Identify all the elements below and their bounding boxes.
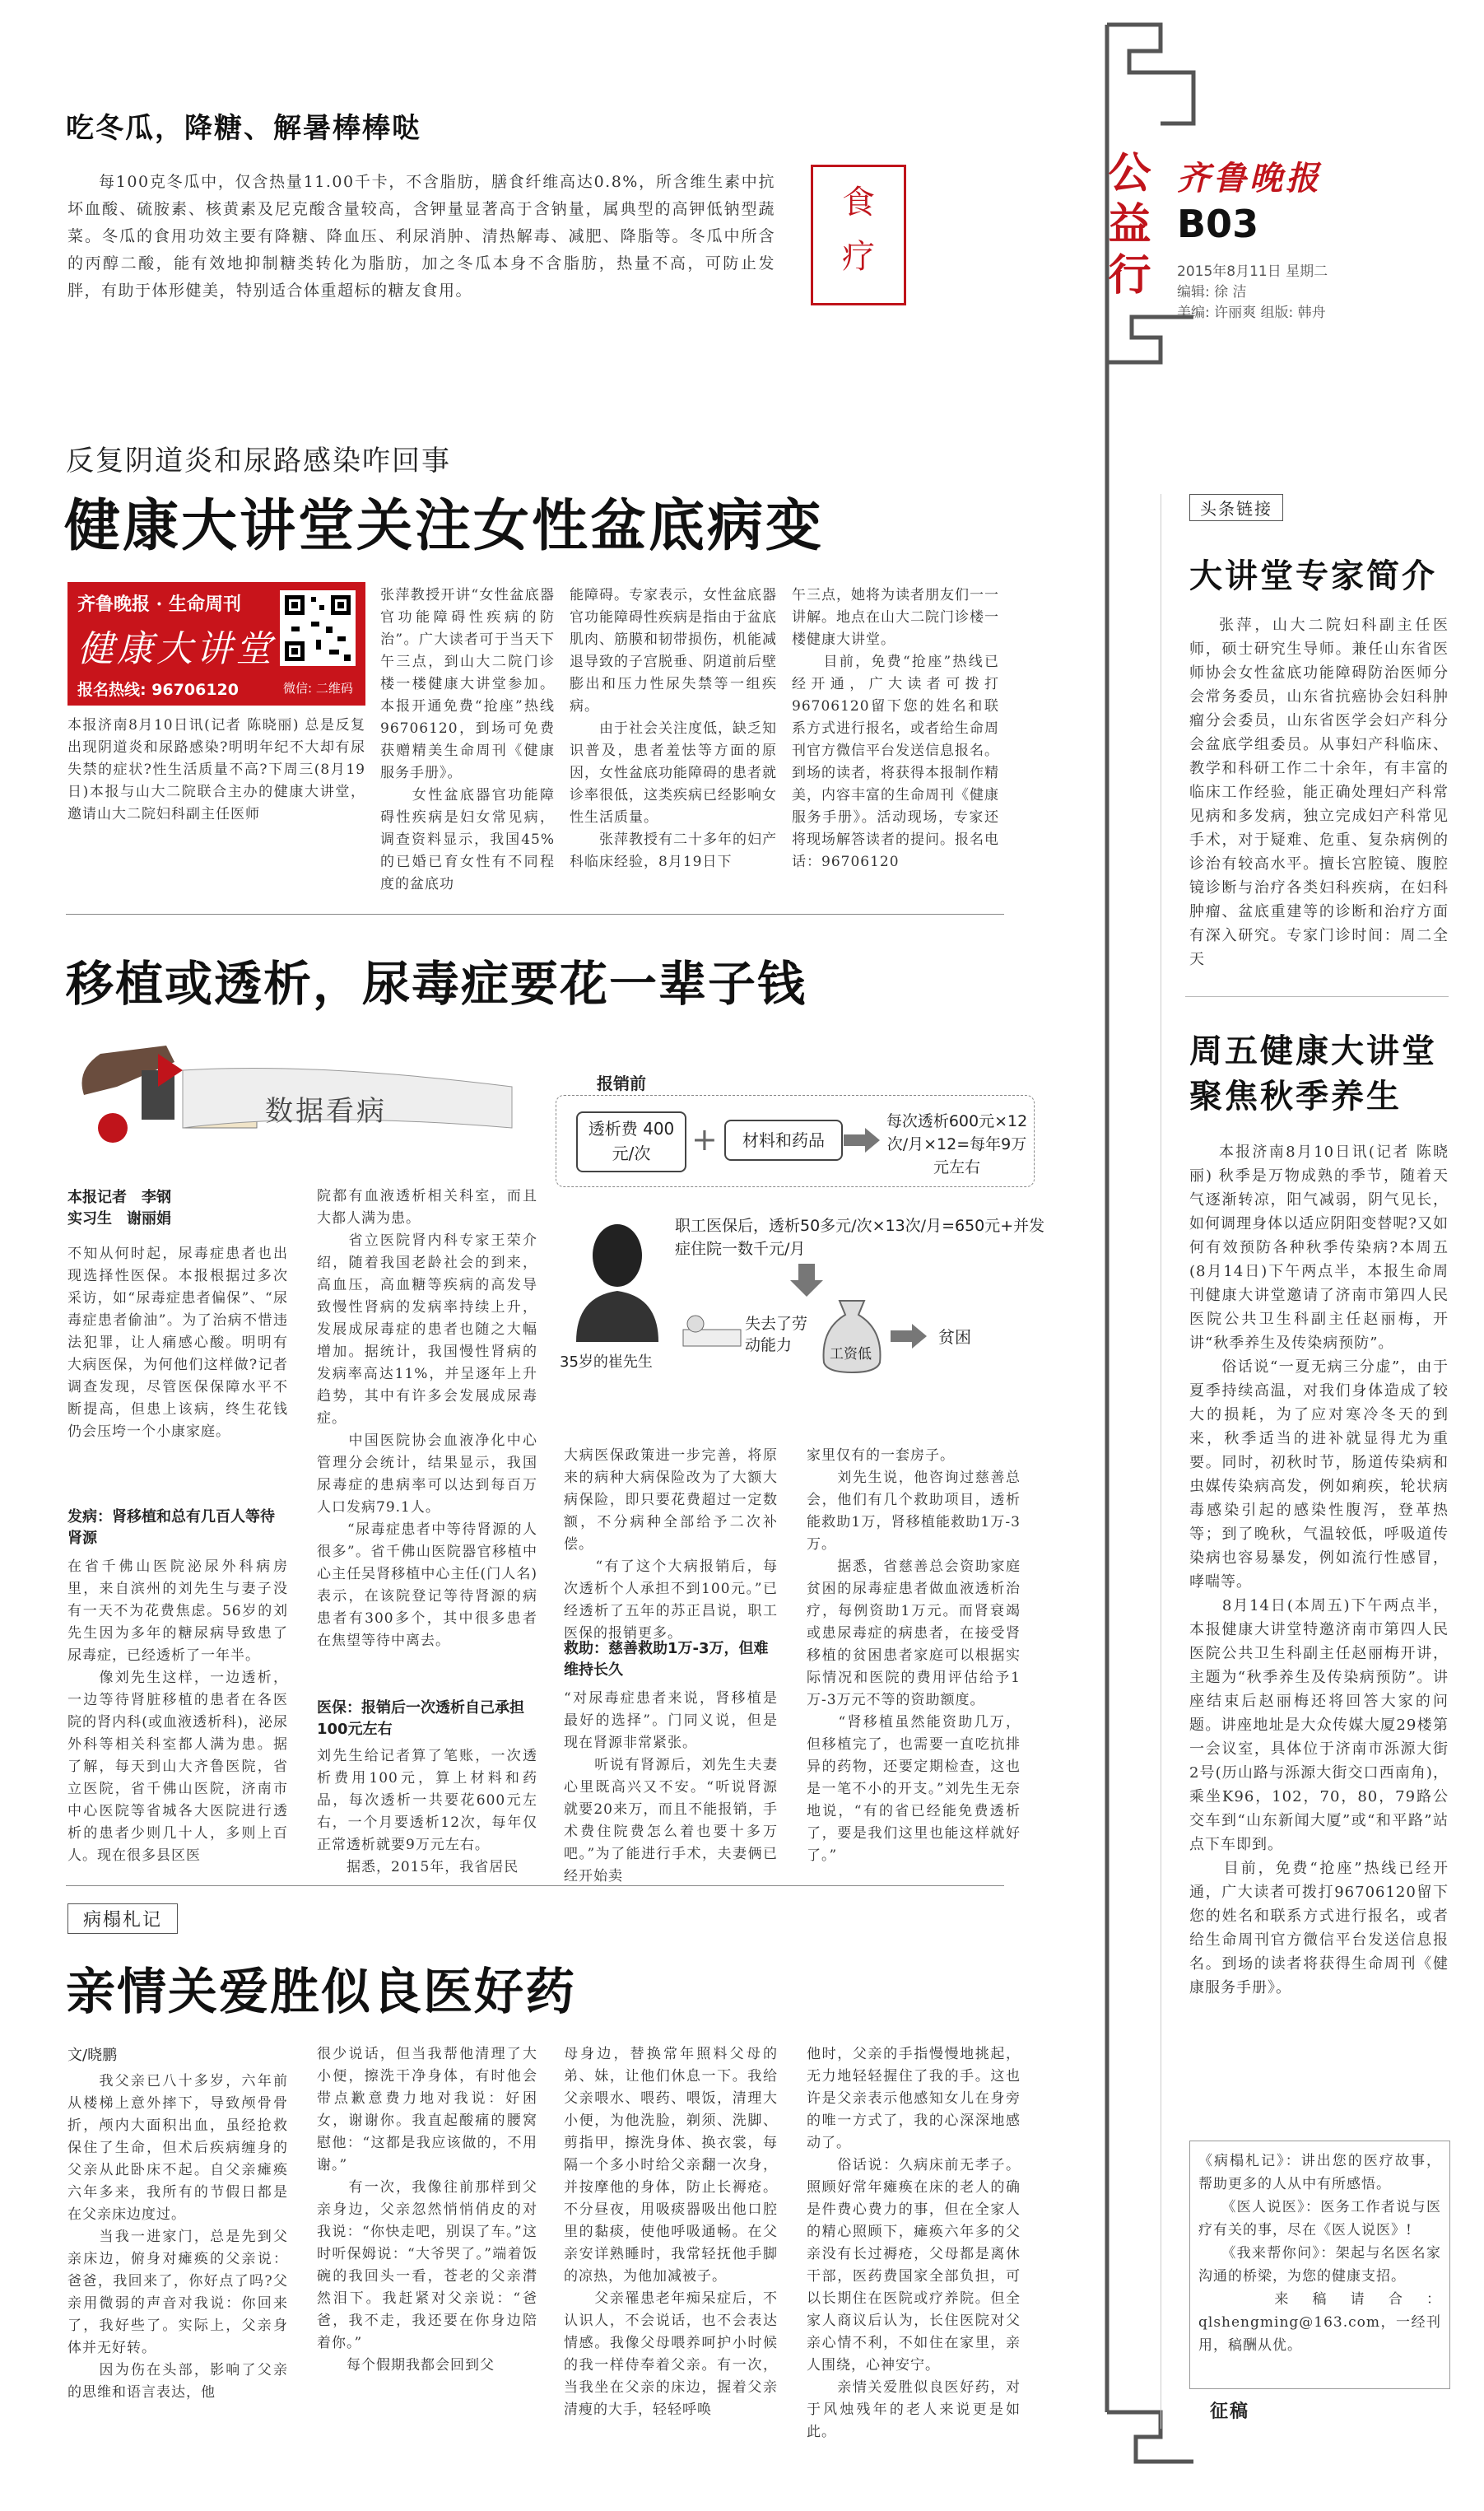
article2-col4: 家里仅有的一套房子。 刘先生说，他咨询过慈善总会，他们有几个救助项目，透析能救助1万，肾移植能救助1万-3万。 据悉，省慈善总会资助家庭贫困的尿毒症患者做血液透析治疗，每例资助1万元。而肾衰竭或患尿毒症的病患者，在接受肾移植的贫困患者家庭可以根据实际情况和医院的费用评估给予1万-3万元不等的资助额度。 “肾移植虽然能资助几万，但移植完了，也需要一直吃抗排异的药物，还要定期检查，这也是一笔不小的开支。”刘先生无奈地说，“有的省已经能免费透析了，要是我们这里也能这样就好了。” [807,1447,1021,1864]
friday-title-line1: 周五健康大讲堂 [1189,1032,1437,1070]
article3-col1: 我父亲已八十多岁，六年前从楼梯上意外摔下，导致颅骨骨折，颅内大面积出血，虽经抢救保住了生命，但术后疾病缠身的父亲从此卧床不起。自父亲瘫痪六年多来，我所有的节假日都是在父亲床边度过。 当我一进家门，总是先到父亲床边，俯身对瘫痪的父亲说：爸爸，我回来了，你好点了吗?父亲用微弱的声音对我说：你回来了，我好些了。实际上，父亲身体并无好转。 因为伤在头部，影响了父亲的思维和语言表达，他 [67,2073,288,2401]
plus-icon: + [691,1121,718,1158]
arrow-right-icon [844,1128,880,1153]
divider [66,914,1004,915]
article2-col1b: 在省千佛山医院泌尿外科病房里，来自滨州的刘先生与妻子没有一天不为花费焦虑。56岁的刘先生因为多年的糖尿病导致患了尿毒症，已经透析了一年半。 像刘先生这样，一边透析，一边等待肾脏移植的患者在各医院的肾内科(或血液透析科)，泌尿外科等相关科室都人满为患。据了解，每天到山大齐鲁医院，省立医院，省千佛山医院，济南市中心医院等省城各大医院进行透析的患者少则几十人，多则上百人。现在很多县区医 [67,1558,288,1864]
money-bag-icon [819,1297,885,1375]
arrow-down-icon [790,1264,823,1297]
article1-col1: 本报济南8月10日讯(记者 陈晓丽) 总是反复出现阴道炎和尿路感染?明明年纪不大却有尿失禁的症状?性生活质量不高?下周三(8月19日)本报与山大二院联合主办的健康大讲堂，邀请山大二院妇科副主任医师 [67,717,365,822]
food-tip-body: 每100克冬瓜中，仅含热量11.00千卡，不含脂肪，膳食纤维高达0.8%，所含维生素中抗坏血酸、硫胺素、核黄素及尼克酸含量较高，含钾量显著高于含钠量，属典型的高钾低钠型蔬菜。冬瓜的食用功效主要有降糖、降血压、利尿消肿、清热解毒、减肥、降脂等。冬瓜中所含的丙醇二酸，能有效地抑制糖类转化为脂肪，加之冬瓜本身不含脂肪，热量不高，可防止发胖，有助于体形健美，特别适合体重超标的糖友食用。 [67,173,775,300]
banner-main: 健康大讲堂 [77,628,275,670]
article1-col2: 张萍教授开讲“女性盆底器官功能障碍性疾病的防治”。广大读者可于当天下午三点，到山大二院门诊楼一楼健康大讲堂参加。本报开通免费“抢座”热线96706120，到场可免费获赠精美生命周刊《健康服务手册》。 女性盆底器官功能障碍性疾病是妇女常见病，调查资料显示，我国45%的已婚已育女性有不同程度的盆底功 [380,587,555,892]
article2-col3: 大病医保政策进一步完善，将原来的病种大病保险改为了大额大病保险，即只要花费超过一定数额，不分病种全部给予二次补偿。 “有了这个大病报销后，每次透析个人承担不到100元。”已经透析了五年的苏正昌说，职工医保的报销更多。 [564,1447,778,1642]
patient-icon [568,1218,667,1342]
byline-reporter: 本报记者 李钢 [67,1189,171,1206]
divider [1185,996,1449,997]
article2-sub2: 医保：报销后一次透析自己承担100元左右 [317,1699,524,1738]
data-label-graphic [67,1037,528,1159]
article3-col2: 很少说话，但当我帮他清理了大小便，擦洗干净身体，有时他会带点歉意费力地对我说：好困女，谢谢你。我直起酸痛的腰窝慰他：“这都是我应该做的，不用谢。” 有一次，我像往前那样到父亲身边，父亲忽然悄悄俏皮的对我说：“你快走吧，别误了车。”这时听保姆说：“大爷哭了。”端着饭碗的我回头一看，苍老的父亲潸然泪下。我赶紧对父亲说：“爸爸，我不走，我还要在你身边陪着你。” 每个假期我都会回到父 [317,2046,537,2374]
lecture-banner [67,582,365,706]
food-tip-tag-frame [811,165,906,305]
data-label: 数据看病 [265,1095,387,1128]
date-line: 2015年8月11日 星期二 [1177,263,1328,280]
paper-logo: 齐鲁晚报 [1177,159,1322,198]
article1-headline: 健康大讲堂关注女性盆底病变 [64,494,825,559]
expert-body: 张萍，山大二院妇科副主任医师，硕士研究生导师。兼任山东省医师协会女性盆底功能障碍防治医师分会常务委员，山东省抗癌协会妇科肿瘤分会委员，山东省医学会妇产科分会盆底学组委员。从事妇产科临床、教学和科研工作二十余年，有丰富的临床工作经验，能正确处理妇产科常见病和多发病，独立完成妇产科常见手术，对于疑难、危重、复杂病例的诊治有较高水平。擅长宫腔镜、腹腔镜诊断与治疗各类妇科疾病，在妇科肿瘤、盆底重建等的诊断和治疗方面有深入研究。专家门诊时间：周二全天 [1189,617,1449,968]
article2-col3b: “对尿毒症患者来说，肾移植是最好的选择”。门同义说，但是现在肾源非常紧张。 听说有肾源后，刘先生夫妻心里既高兴又不安。“听说肾源就要20来万，而且不能报销，手术费住院费怎么着也要十多万吧。”为了能进行手术，夫妻俩已经开始卖 [564,1690,778,1884]
food-tip-title: 吃冬瓜，降糖、解暑棒棒哒 [66,112,421,145]
reimbursement-diagram [551,1062,1045,1416]
friday-body: 本报济南8月10日讯(记者 陈晓丽) 秋季是万物成熟的季节，随着天气逐渐转凉，阳气减弱，阴气见长，如何调理身体以适应阴阳变替呢?又如何有效预防各种秋季传染病?本周五(8月14日)下午两点半，本报生命周刊健康大讲堂邀请了济南市第四人民医院公共卫生科副主任赵丽梅，开讲“秋季养生及传染病预防”。 俗话说“一夏无病三分虚”，由于夏季持续高温，对我们身体造成了较大的损耗，为了应对寒冷冬天的到来，秋季适当的进补就显得尤为重要。同时，初秋时节，肠道传染病和虫媒传染病高发，例如痢疾，轮状病毒感染引起的感染性腹泻，登革热等；到了晚秋，气温较低，呼吸道传染病也容易暴发，例如流行性感冒，哮喘等。 8月14日(本周五)下午两点半，本报健康大讲堂特邀济南市第四人民医院公共卫生科副主任赵丽梅开讲，主题为“秋季养生及传染病预防”。讲座结束后赵丽梅还将回答大家的问题。讲座地址是大众传媒大厦29楼第一会议室，具体位于济南市泺源大街2号(历山路与泺源大街交口西南角)，乘坐K96，102，70，80，79路公交车到“山东新闻大厦”或“和平路”站点下车即到。 目前，免费“抢座”热线已经开通，广大读者可拨打96706120留下您的姓名和联系方式进行报名，或者给生命周刊官方微信平台发送信息报名。到场的读者将获得生命周刊《健康服务手册》。 [1189,1144,1449,1996]
divider [66,1885,1004,1886]
article2-headline: 移植或透析，尿毒症要花一辈子钱 [66,956,807,1012]
flow-poor: 贫困 [938,1327,971,1347]
banner-hotline: 报名热线: 96706120 [77,681,239,699]
flow-result: 每次透析600元×12次/月×12=每年9万元左右 [886,1112,1028,1176]
byline-intern: 实习生 谢丽娟 [67,1210,171,1228]
call-for-papers-box [1189,2141,1450,2389]
article1-col3: 能障碍。专家表示，女性盆底器官功能障碍性疾病是指由于盆底肌肉、筋膜和韧带损伤，机能减退导致的子宫脱垂、阴道前后壁膨出和压力性尿失禁等一组疾病。 由于社会关注度低，缺乏知识普及，患者羞怯等方面的原因，女性盆底功能障碍的患者就诊率很低，这类疾病已经影响女性生活质量。 张萍教授有二十多年的妇产科临床经验，8月19日下 [570,587,777,870]
banner-wechat: 微信: 二维码 [283,681,353,696]
article3-headline: 亲情关爱胜似良医好药 [66,1964,576,2021]
article3-col4: 他时，父亲的手指慢慢地挑起，无力地轻轻握住了我的手。这也许是父亲表示他感知女儿在身旁的唯一方式了，我的心深深地感动了。 俗话说：久病床前无孝子。照顾好常年瘫痪在床的老人的确是件费心费力的事，但在全家人的精心照顾下，瘫痪六年多的父亲没有长过褥疮，父母都是离休干部，医药费国家全部负担，可以长期住在医院或疗养院。但全家人商议后认为，长住医院对父亲心情不利，不如住在家里，亲人围绕，心神安宁。 亲情关爱胜似良医好药，对于风烛残年的老人来说更是如此。 [807,2046,1021,2440]
flow-after: 职工医保后，透析50多元/次×13次/月=650元+并发症住院一数千元/月 [675,1217,1045,1258]
flow-section: 报销前 [597,1074,646,1093]
editor-line: 编辑: 徐 洁 [1177,284,1247,300]
friday-title-line2: 聚焦秋季养生 [1189,1078,1402,1116]
flow-lowpay: 工资低 [830,1346,872,1363]
qr-code [280,590,356,666]
arrow-right-icon [891,1324,927,1349]
section-name: 公益行 [1108,149,1151,300]
call-title: 征稿 [1210,2402,1250,2422]
designer-line: 美编: 许丽爽 组版: 韩舟 [1177,305,1326,321]
flow-patient: 35岁的崔先生 [560,1353,653,1371]
article2-col2b: 刘先生给记者算了笔账，一次透析费用100元，算上材料和药品，每次透析一共要花600元左右，一个月要透析12次，每年仅正常透析就要9万元左右。 据悉，2015年，我省居民 [317,1748,537,1875]
article3-tag: 病榻札记 [67,1903,178,1934]
article2-sub1: 发病：肾移植和总有几百人等待肾源 [67,1508,275,1547]
article2-col2: 院都有血液透析相关科室，而且大都人满为患。 省立医院肾内科专家王荣介绍，随着我国老龄社会的到来，高血压，高血糖等疾病的高发导致慢性肾病的发病率持续上升，发展成尿毒症的患者也随之大幅增加。据统计，我国慢性肾病的发病率高达11%，并呈逐年上升趋势，其中有许多会发展成尿毒症。 中国医院协会血液净化中心管理分会统计，结果显示，我国尿毒症的患病率可以达到每百万人口发病79.1人。 “尿毒症患者中等待肾源的人很多”。省千佛山医院器官移植中心主任吴肾移植中心主任(门人名)表示，在该院登记等待肾源的病患者有300多个，其中很多患者在焦望等待中离去。 [317,1188,537,1649]
article2-sub3: 救助：慈善救助1万-3万，但难维持长久 [564,1640,769,1679]
bed-icon [679,1301,745,1358]
expert-title: 大讲堂专家简介 [1189,557,1437,595]
food-tip-tag: 食疗 [842,184,875,276]
call-body: 《病榻札记》：讲出您的医疗故事，帮助更多的人从中有所感悟。 《医人说医》：医务工作者说与医疗有关的事，尽在《医人说医》! 《我来帮你问》：架起与名医名家沟通的桥梁，为您的健康支招。 来稿请合：qlshengming@163.com，一经刊用，稿酬从优。 [1198,2153,1441,2354]
flow-box-material: 材料和药品 [724,1120,843,1161]
banner-top: 齐鲁晚报 · 生命周刊 [77,594,241,615]
flow-lost: 失去了劳动能力 [745,1315,808,1354]
sidebar-link-tag: 头条链接 [1189,494,1283,521]
article2-col1: 不知从何时起，尿毒症患者也出现选择性医保。本报根据过多次采访，如“尿毒症患者偏保”、“尿毒症患者偷油”。为了治病不惜违法犯罪，让人痛感心酸。明明有大病医保，为何他们这样做?记者调查发现，尽管医保保障水平不断提高，但患上该病，终生花钱仍会压垮一个小康家庭。 [67,1246,288,1440]
article3-col3: 母身边，替换常年照料父母的弟、妹，让他们休息一下。我给父亲喂水、喂药、喂饭，清理大小便，为他洗脸，剃须、洗脚、剪指甲，擦洗身体、换衣裳，每隔一个多小时给父亲翻一次身，并按摩他的身体，防止长褥疮。不分昼夜，用吸痰器吸出他口腔里的黏痰，使他呼吸通畅。在父亲安详熟睡时，我常轻抚他手脚的凉热，为他加减被子。 父亲罹患老年痴呆症后，不认识人，不会说话，也不会表达情感。我像父母喂养呵护小时候的我一样侍奉着父亲。有一次，当我坐在父亲的床边，握着父亲清瘦的大手，轻轻呼唤 [564,2046,778,2418]
article1-col4: 午三点，她将为读者朋友们一一讲解。地点在山大二院门诊楼一楼健康大讲堂。 目前，免费“抢座”热线已经开通，广大读者可拨打96706120留下您的姓名和联系方式进行报名，或者给生命周刊官方微信平台发送信息报名。到场的读者，将获得本报制作精美，内容丰富的生命周刊《健康服务手册》。活动现场，专家还将现场解答读者的提问。报名电话：96706120 [792,587,999,870]
page-number: B03 [1177,202,1259,246]
flow-box-fee: 透析费 400元/次 [576,1111,686,1172]
article1-kicker: 反复阴道炎和尿路感染咋回事 [66,445,451,478]
article3-byline: 文/晓鹏 [67,2047,118,2064]
